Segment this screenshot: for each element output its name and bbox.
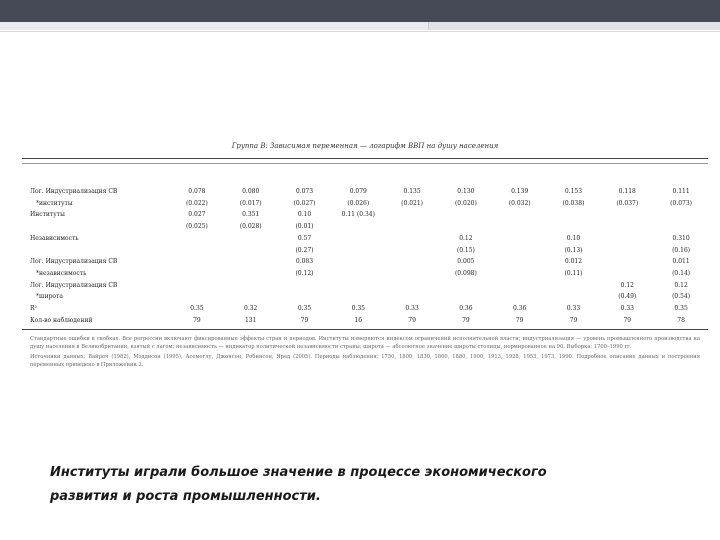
table-row: [22, 303, 708, 315]
table-cell: (0.025): [185, 223, 208, 231]
table-cell: [600, 221, 654, 233]
table-cell: 79: [569, 316, 578, 324]
table-cell: (0.14): [672, 269, 691, 277]
table-cell: [600, 233, 654, 245]
table-cell: 0.118: [618, 188, 636, 195]
table-cell: (0.15): [456, 246, 475, 254]
row-label: *широта: [36, 293, 63, 301]
table-cell: [170, 291, 224, 303]
table-cell: [331, 221, 385, 233]
slide-header-tab: [428, 22, 720, 30]
table-cell: 0.35: [351, 305, 365, 313]
table-cell: [278, 280, 332, 292]
table-cell: 79: [300, 316, 309, 324]
table-cell: 0.310: [672, 234, 690, 242]
table-cell: 0.35: [190, 305, 204, 313]
table-cell: 0.153: [564, 188, 583, 195]
table-cell: [493, 291, 547, 303]
table-cell: [224, 233, 278, 245]
table-row: [22, 186, 708, 198]
table-cell: [654, 209, 708, 221]
table-cell: [600, 245, 654, 257]
table-cell: (0.026): [347, 199, 370, 207]
row-label: Лог. Индустриализация СВ: [30, 188, 118, 195]
table-row: [22, 315, 708, 327]
table-cell: 0.33: [405, 305, 419, 313]
table-cell: [331, 291, 385, 303]
table-cell: (0.098): [454, 269, 477, 277]
table-cell: (0.16): [672, 246, 691, 254]
table-cell: [278, 291, 332, 303]
table-cell: (0.021): [401, 199, 424, 207]
table-cell: [385, 280, 439, 292]
table-cell: (0.073): [670, 199, 693, 207]
table-cell: 0.12: [620, 281, 634, 289]
table-cell: [224, 268, 278, 280]
slide-caption: [50, 461, 670, 509]
table-cell: [224, 280, 278, 292]
table-cell: (0.12): [295, 269, 314, 277]
table-cell: 0.35: [297, 305, 312, 313]
table-cell: [654, 221, 708, 233]
slide-header-bar: [0, 0, 720, 22]
row-label: R²: [30, 305, 37, 313]
table-cell: [439, 209, 493, 221]
table-row: [22, 245, 708, 257]
table-cell: 0.35: [674, 305, 688, 313]
table-cell: [600, 209, 654, 221]
row-label: *институты: [36, 199, 73, 207]
slide-header-accent: [0, 22, 720, 30]
header-divider: [0, 31, 720, 32]
table-cell: 0.10: [297, 211, 312, 219]
caption-line: Институты играли большое значение в процессе экономического: [50, 465, 547, 480]
table-row: [22, 256, 708, 268]
regression-table: [22, 186, 708, 326]
row-label: Лог. Индустриализация СВ: [30, 281, 118, 289]
table-cell: [493, 280, 547, 292]
table-cell: 0.33: [566, 305, 581, 313]
table-cell: [493, 233, 547, 245]
table-cell: (0.038): [562, 199, 585, 207]
table-cell: [385, 233, 439, 245]
table-cell: (0.028): [239, 223, 262, 231]
table-row: [22, 198, 708, 210]
table-cell: [385, 209, 439, 221]
table-note: Стандартные ошибки в скобках. Все регрессии включают фиксированные эффекты стран и периодов. Институты измеряются индексом ограничений исполнительной власти; индустриализация — уровень промышленного производства на душу населения в Великобритании, взятый с лагом; независимость — индикатор политической независимости страны; широта — абсолютное значение широты столицы, нормированное на 90. Выборка: 1700–1990 гг.: [30, 336, 700, 350]
table-row: [22, 268, 708, 280]
table-cell: [331, 245, 385, 257]
table-cell: 0.33: [620, 305, 634, 313]
table-cell: 78: [677, 316, 685, 324]
table-cell: (0.27): [295, 246, 314, 254]
table-cell: [439, 280, 493, 292]
table-cell: [224, 256, 278, 268]
table-cell: [385, 245, 439, 257]
row-label: Независимость: [30, 234, 79, 242]
table-cell: (0.11): [564, 269, 583, 277]
table-cell: [547, 221, 601, 233]
table-cell: (0.49): [618, 293, 637, 301]
table-cell: [439, 291, 493, 303]
table-cell: 0.080: [242, 188, 260, 195]
table-cell: (0.017): [239, 199, 262, 207]
table-cell: [547, 291, 601, 303]
table-cell: [170, 245, 224, 257]
table-cell: 79: [408, 316, 416, 324]
table-cell: [547, 209, 601, 221]
table-cell: (0.027): [293, 199, 316, 207]
row-label: Лог. Индустриализация СВ: [30, 258, 118, 266]
table-cell: 0.12: [459, 234, 473, 242]
table-cell: 0.130: [457, 188, 475, 195]
table-bottom-rule: [22, 329, 708, 330]
row-label: [22, 245, 170, 257]
table-cell: [547, 280, 601, 292]
table-cell: 0.139: [511, 188, 529, 195]
table-cell: 0.078: [188, 188, 206, 195]
table-row: [22, 209, 708, 221]
table-cell: [600, 256, 654, 268]
table-cell: [331, 256, 385, 268]
table-row: [22, 221, 708, 233]
table-cell: [385, 268, 439, 280]
table-row: [22, 291, 708, 303]
table-cell: 16: [354, 316, 363, 324]
table-cell: (0.01): [295, 223, 314, 231]
table-cell: (0.037): [616, 199, 639, 207]
table-cell: [385, 291, 439, 303]
regression-table-image: [22, 140, 708, 372]
table-cell: 0.12: [674, 281, 688, 289]
table-cell: [385, 221, 439, 233]
table-cell: 79: [193, 316, 201, 324]
row-label: Кол-во наблюдений: [30, 316, 93, 324]
table-cell: 79: [623, 316, 632, 324]
table-cell: [493, 221, 547, 233]
table-cell: 79: [462, 316, 470, 324]
table-cell: 0.083: [295, 258, 314, 266]
table-cell: [331, 233, 385, 245]
table-cell: (0.54): [672, 293, 691, 301]
table-row: [22, 280, 708, 292]
table-cell: 0.079: [349, 188, 367, 195]
table-cell: [224, 291, 278, 303]
table-cell: [170, 280, 224, 292]
table-cell: (0.022): [185, 199, 208, 207]
row-label: *независимость: [36, 269, 87, 277]
table-cell: [493, 256, 547, 268]
table-cell: 0.36: [459, 305, 473, 313]
table-cell: 0.012: [564, 258, 583, 266]
caption-line: развития и роста промышленности.: [50, 489, 321, 504]
table-cell: [439, 221, 493, 233]
table-cell: 0.027: [188, 211, 206, 219]
table-row: [22, 233, 708, 245]
table-cell: [493, 209, 547, 221]
table-cell: 0.135: [403, 188, 421, 195]
table-cell: 0.36: [513, 305, 527, 313]
table-cell: [224, 245, 278, 257]
table-cell: 79: [515, 316, 524, 324]
table-cell: [170, 233, 224, 245]
table-cell: [170, 256, 224, 268]
table-header-rule: [22, 163, 708, 164]
row-label: [22, 221, 170, 233]
table-cell: 0.10: [566, 234, 581, 242]
table-top-rule: [22, 158, 708, 159]
table-cell: 131: [244, 316, 257, 324]
table-cell: 0.111: [672, 188, 690, 195]
table-cell: 0.011: [672, 258, 690, 266]
table-title: Группа В: Зависимая переменная — логарифм ВВП на душу населения: [231, 142, 499, 150]
table-notes: [22, 336, 708, 369]
table-cell: (0.032): [508, 199, 531, 207]
row-label: Институты: [30, 211, 65, 219]
table-cell: [600, 268, 654, 280]
table-cell: 0.073: [295, 188, 314, 195]
table-cell: 0.351: [242, 211, 260, 219]
table-cell: [170, 268, 224, 280]
table-cell: (0.13): [564, 246, 583, 254]
table-cell: [493, 245, 547, 257]
table-cell: 0.11 (0.34): [341, 211, 375, 219]
table-cell: 0.005: [457, 258, 475, 266]
table-cell: [331, 268, 385, 280]
table-cell: 0.32: [244, 305, 258, 313]
table-cell: (0.020): [454, 199, 477, 207]
table-note: Источники данных: Вайроч (1982), Мэддисон (1995), Асемоглу, Джонсон, Робинсон, Яред (2005). Периоды наблюдения: 1750, 1800, 1830, 1860, 1880, 1900, 1913, 1928, 1953, 1973, 1990. Подробное описание данных и построения переменных приведено в Приложении 2.: [30, 354, 700, 368]
table-cell: [331, 280, 385, 292]
table-cell: [493, 268, 547, 280]
table-cell: 0.57: [297, 234, 312, 242]
table-cell: [385, 256, 439, 268]
